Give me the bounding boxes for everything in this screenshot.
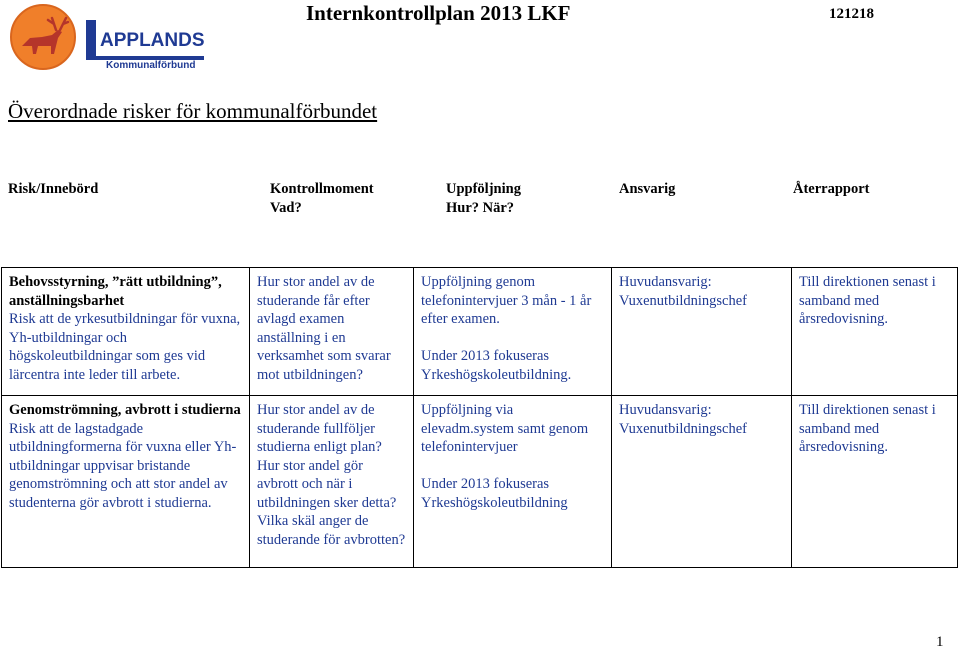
column-header-responsible: Ansvarig — [619, 181, 676, 197]
column-header-followup: Uppföljning Hur? När? — [446, 181, 521, 216]
risk-text: Risk att de lagstadgade utbildningformerna för vuxna eller Yh-utbildningar uppvisar bristande genomströmning och att stor andel av studenterna gör avbrott i studierna. — [9, 420, 237, 511]
risk-cell — [2, 396, 250, 568]
risk-title: Behovsstyrning, ”rätt utbildning”, anställningsbarhet — [9, 274, 222, 309]
table-row — [2, 396, 958, 568]
followup-text: Uppföljning via elevadm.system samt genom telefonintervjuer — [421, 402, 589, 455]
logo-emblem-icon — [8, 2, 208, 72]
responsible-cell: Huvudansvarig: Vuxenutbildningschef — [612, 396, 792, 568]
control-cell: Hur stor andel av de studerande får efter avlagd examen anställning i en verksamhet som svarar mot utbildningen? — [250, 268, 414, 396]
followup-text: Uppföljning genom telefonintervjuer 3 mån - 1 år efter examen. — [421, 274, 592, 327]
control-cell: Hur stor andel av de studerande fullföljer studierna enligt plan? Hur stor andel gör avbrott och när i utbildningen sker detta? Vilka skäl anger de studerande för avbrotten? — [250, 396, 414, 568]
report-cell: Till direktionen senast i samband med årsredovisning. — [792, 268, 958, 396]
lapplands-logo — [8, 2, 208, 72]
followup-focus-text: Under 2013 fokuseras Yrkeshögskoleutbildning. — [421, 348, 572, 383]
document-title: Internkontrollplan 2013 LKF — [306, 1, 571, 25]
svg-text:APPLANDS: APPLANDS — [100, 30, 205, 51]
risk-table — [1, 267, 958, 568]
followup-cell — [414, 396, 612, 568]
risk-title: Genomströmning, avbrott i studierna — [9, 402, 241, 418]
column-header-risk: Risk/Innebörd — [8, 181, 99, 197]
table-row — [2, 268, 958, 396]
followup-focus-text: Under 2013 fokuseras Yrkeshögskoleutbildning — [421, 476, 568, 511]
column-header-report: Återrapport — [793, 181, 870, 197]
page-number: 1 — [936, 634, 944, 650]
followup-cell — [414, 268, 612, 396]
document-date: 121218 — [829, 6, 874, 22]
section-title: Överordnade risker för kommunalförbundet — [8, 99, 378, 123]
report-cell: Till direktionen senast i samband med årsredovisning. — [792, 396, 958, 568]
column-header-control: Kontrollmoment Vad? — [270, 181, 374, 216]
responsible-cell: Huvudansvarig: Vuxenutbildningschef — [612, 268, 792, 396]
risk-text: Risk att de yrkesutbildningar för vuxna, Yh-utbildningar och högskoleutbildningar som ges vid lärcentra inte leder till arbete. — [9, 311, 241, 383]
risk-cell — [2, 268, 250, 396]
svg-text:Kommunalförbund: Kommunalförbund — [106, 60, 196, 71]
